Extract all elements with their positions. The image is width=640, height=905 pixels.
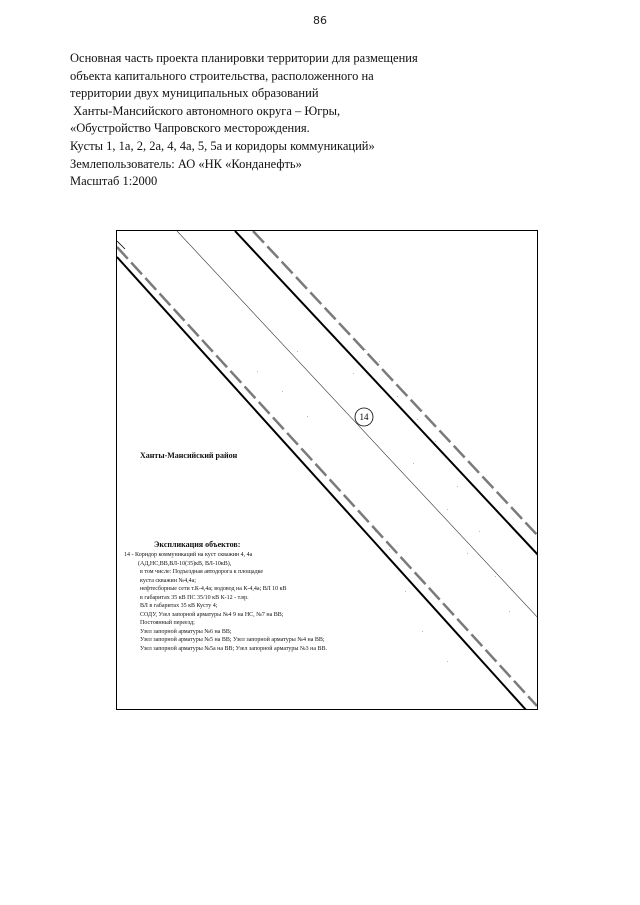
explication-line: в том числе: Подъездная автодорога к площадке [140, 569, 264, 575]
header-line: Кусты 1, 1а, 2, 2а, 4, 4а, 5, 5а и коридоры коммуникаций» [70, 138, 375, 153]
explication-line: 14 - Коридор коммуникаций на куст скважин 4, 4а [124, 552, 253, 558]
explication-line: СОДУ, Узел запорной арматуры №4 9 на НС, №7 на ВВ; [140, 611, 284, 618]
explication-line: (АД,НС,ВВ,ВЛ-10(35)кВ, ВЛ-10кВ), [138, 560, 232, 567]
explication-block [124, 540, 404, 653]
scale-line: Масштаб 1:2000 [70, 174, 158, 189]
corridor-boundary-dashed [253, 231, 538, 537]
header-line: Ханты-Мансийского автономного округа – Югры, [70, 103, 341, 118]
explication-line: в габаритах 35 кВ ПС 35/10 кВ К-12 - т.вр. [140, 594, 249, 601]
explication-line: Узел запорной арматуры №5а на ВВ; Узел запорной арматуры №3 на ВВ. [140, 645, 328, 652]
document-header [70, 50, 590, 191]
header-line: объекта капитального строительства, расположенного на [70, 68, 374, 83]
explication-title: Экспликация объектов: [154, 540, 241, 549]
explication-line: нефтесборные сети т.К-4,4а; водовод на К-4,4а; ВЛ 10 кВ [140, 586, 287, 592]
explication-line: Узел запорной арматуры №5 на ВВ; Узел запорной арматуры №4 на ВВ; [140, 637, 325, 643]
header-line: Землепользователь: АО «НК «Конданефть» [70, 156, 302, 171]
header-line: «Обустройство Чапровского месторождения. [70, 121, 310, 136]
explication-line: ВЛ в габаритах 35 кВ Кусту 4; [140, 603, 218, 609]
explication-line: Постоянный переезд; [140, 620, 195, 626]
explication-line: куста скважин №4,4а; [140, 577, 196, 584]
corridor-boundary-line [235, 231, 538, 556]
header-line: Основная часть проекта планировки территории для размещения [70, 51, 418, 65]
header-line: территории двух муниципальных образований [70, 86, 319, 101]
page-number: 86 [313, 14, 327, 27]
object-marker-label: 14 [359, 412, 369, 422]
district-label: Ханты-Мансийский район [140, 451, 238, 460]
explication-line: Узел запорной арматуры №6 на ВВ; [140, 628, 232, 635]
